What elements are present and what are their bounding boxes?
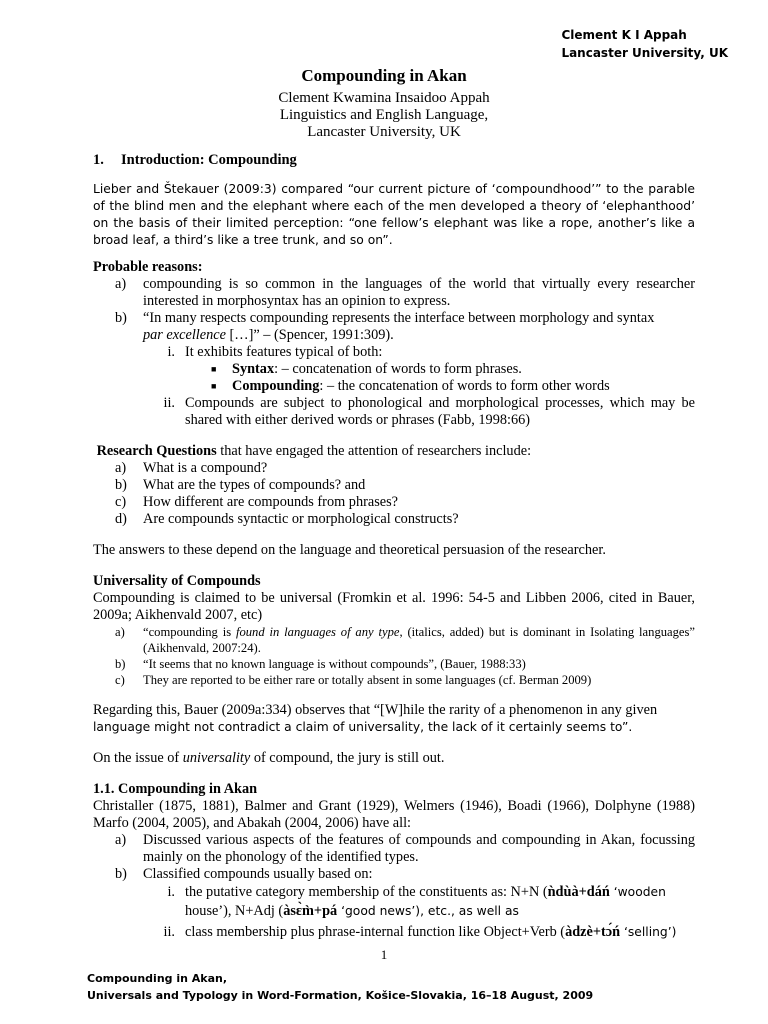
list-item — [93, 494, 695, 511]
list-marker: b) — [115, 657, 126, 671]
list-item — [93, 832, 695, 866]
research-questions-list — [93, 460, 695, 528]
issue-text: of compound, the jury is still out. — [250, 750, 445, 766]
list-text: Are compounds syntactic or morphological constructs? — [143, 511, 459, 527]
intro-paragraph: Lieber and Štekauer (2009:3) compared “our current picture of ‘compoundhood’” to the parable of the blind men and the elephant where each of the men developed a theory of ‘elephanthood’ on the basis of their limited perception: “one fellow’s elephant was like a rope, another’s like a broad leaf, a third’s like a tree trunk, and so on”. — [93, 182, 695, 247]
list-item — [93, 624, 695, 656]
roman-list — [93, 395, 695, 429]
list-marker: i. — [167, 884, 175, 900]
list-text: the putative category membership of the constituents as: N+N ( — [185, 884, 548, 900]
research-questions-text: that have engaged the attention of researchers include: — [216, 443, 532, 459]
italic-text: universality — [182, 750, 251, 766]
universality-paragraph: Compounding is claimed to be universal (Fromkin et al. 1996: 54-5 and Libben 2006, cited in Bauer, 2009a; Aikhenvald 2007, etc) — [93, 590, 695, 623]
paper-title: Compounding in Akan — [301, 66, 467, 85]
list-item — [93, 460, 695, 477]
running-footer — [87, 970, 593, 1004]
list-item — [93, 866, 695, 883]
term: Compounding — [232, 378, 320, 394]
list-item — [93, 672, 695, 688]
list-marker: a) — [115, 460, 127, 476]
header-author: Clement K I Appah — [561, 28, 687, 42]
list-text: “compounding is — [143, 625, 236, 639]
list-marker: b) — [115, 477, 127, 493]
list-marker: ii. — [163, 395, 175, 411]
list-marker: d) — [115, 511, 127, 527]
gloss: ‘wooden — [609, 885, 666, 899]
definition: : – the concatenation of words to form other words — [319, 378, 610, 394]
akan-paragraph: Christaller (1875, 1881), Balmer and Grant (1929), Welmers (1946), Boadi (1966), Dolphyne (1988) Marfo (2004, 2005), and Abakah (2004, 2006) have all: — [93, 798, 695, 831]
list-text: “In many respects compounding represents the interface between morphology and syntax — [143, 310, 655, 326]
list-text: How different are compounds from phrases? — [143, 494, 399, 510]
list-marker: c) — [115, 673, 125, 687]
list-item — [93, 344, 695, 361]
list-marker: a) — [115, 625, 125, 639]
list-item — [93, 923, 695, 942]
section-heading-1-1: 1.1. Compounding in Akan — [93, 781, 258, 797]
research-questions-label: Research Questions — [96, 443, 217, 459]
bullet-list — [93, 361, 695, 395]
roman-list — [93, 883, 695, 942]
header-affiliation: Lancaster University, UK — [561, 46, 728, 60]
list-item — [93, 378, 695, 395]
list-text: What is a compound? — [143, 460, 268, 476]
list-text: class membership plus phrase-internal function like Object+Verb ( — [185, 924, 566, 940]
footer-title: Compounding in Akan, — [87, 972, 228, 985]
list-marker: i. — [167, 344, 175, 360]
probable-reasons-list — [93, 276, 695, 344]
list-marker: ii. — [163, 924, 175, 940]
italic-text: found in languages of any type — [235, 625, 400, 639]
list-text: compounding is so common in the languages of the world that virtually every researcher interested in morphosyntax has an opinion to express. — [143, 276, 695, 309]
definition: : – concatenation of words to form phrases. — [274, 361, 522, 377]
section-title: Introduction: Compounding — [121, 152, 297, 168]
list-marker: b) — [115, 866, 127, 882]
author-university: Lancaster University, UK — [307, 124, 461, 140]
issue-text: On the issue of — [93, 750, 183, 766]
list-text: , (italics, added) but is dominant in Isolating languages” (Aikhenvald, 2007:24). — [143, 625, 695, 655]
byline — [0, 90, 768, 141]
akan-example: àsɛ̀m̀+pá — [283, 903, 338, 919]
list-text: It exhibits features typical of both: — [185, 344, 383, 360]
list-item — [93, 656, 695, 672]
list-marker: c) — [115, 494, 127, 510]
running-header — [561, 26, 728, 62]
list-text: What are the types of compounds? and — [143, 477, 366, 493]
issue-paragraph — [93, 750, 695, 767]
footer-event: Universals and Typology in Word-Formation, Košice-Slovakia, 16–18 August, 2009 — [87, 989, 594, 1002]
list-marker: a) — [115, 832, 127, 848]
regarding-paragraph-continued: language might not contradict a claim of universality, the lack of it certainly seems to”. — [93, 720, 633, 734]
list-item — [93, 511, 695, 528]
gloss: ‘selling’) — [620, 925, 677, 939]
akan-list — [93, 832, 695, 883]
page-number: 1 — [380, 947, 388, 962]
author-name: Clement Kwamina Insaidoo Appah — [278, 90, 490, 106]
section-number: 1. — [93, 152, 104, 168]
square-bullet-icon: ■ — [211, 364, 217, 374]
roman-list — [93, 344, 695, 361]
akan-example: ǹdùà+dáń — [547, 884, 610, 900]
research-questions-lead — [93, 443, 695, 460]
gloss: ‘good news’), etc., as well as — [337, 904, 519, 918]
answers-paragraph: The answers to these depend on the language and theoretical persuasion of the researcher. — [93, 542, 606, 558]
list-text: house’), N+Adj ( — [185, 903, 284, 919]
list-item — [93, 477, 695, 494]
term: Syntax — [232, 361, 275, 377]
author-department: Linguistics and English Language, — [279, 107, 489, 123]
italic-text: par excellence — [143, 327, 226, 343]
list-text: Discussed various aspects of the features of compounds and compounding in Akan, focussing mainly on the phonology of the identified types. — [143, 832, 695, 865]
akan-example: àdzè+tɔ́ń — [565, 924, 621, 940]
universality-heading: Universality of Compounds — [93, 573, 261, 589]
probable-reasons-heading: Probable reasons: — [93, 259, 203, 275]
list-item — [93, 395, 695, 429]
list-text: Compounds are subject to phonological and morphological processes, which may be shared with either derived words or phrases (Fabb, 1998:66) — [185, 395, 695, 428]
list-marker: a) — [115, 276, 127, 292]
section-heading-1 — [93, 152, 695, 169]
list-text: “It seems that no known language is without compounds”, (Bauer, 1988:33) — [143, 657, 526, 671]
list-text: […]” – (Spencer, 1991:309). — [225, 327, 394, 343]
list-item — [93, 310, 695, 344]
paper-body — [93, 152, 695, 942]
list-text: Classified compounds usually based on: — [143, 866, 373, 882]
list-item — [93, 276, 695, 310]
list-item — [93, 361, 695, 378]
regarding-paragraph: Regarding this, Bauer (2009a:334) observes that “[W]hile the rarity of a phenomenon in any given — [93, 702, 658, 718]
list-marker: b) — [115, 310, 127, 326]
square-bullet-icon: ■ — [211, 381, 217, 391]
list-text: They are reported to be either rare or totally absent in some languages (cf. Berman 2009) — [143, 673, 592, 687]
universality-list — [93, 624, 695, 688]
list-item — [93, 883, 695, 921]
